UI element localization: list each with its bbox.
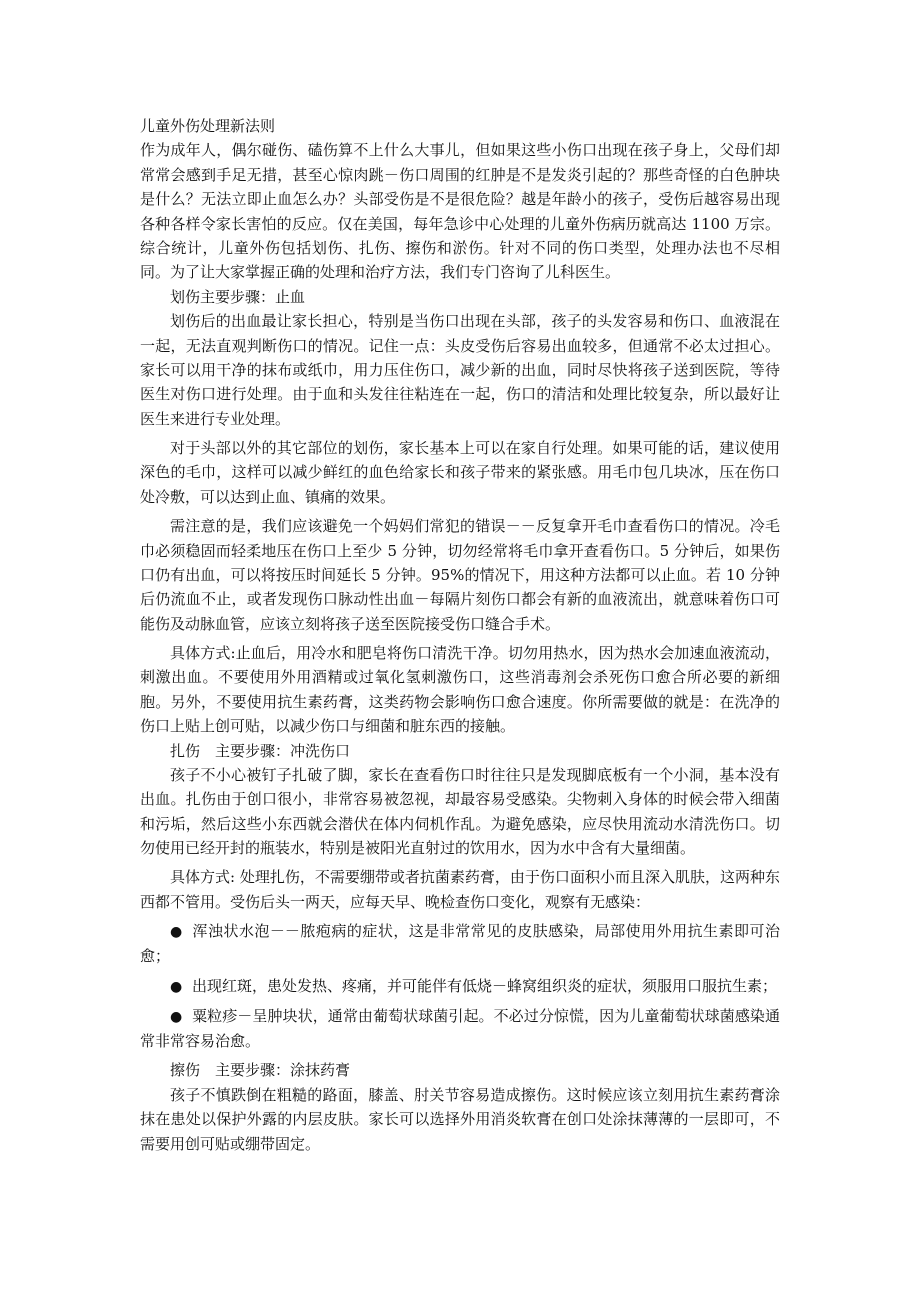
section-heading-cut: 划伤主要步骤：止血 <box>170 287 306 306</box>
cut-paragraph: 具体方式:止血后，用冷水和肥皂将伤口清洗干净。切勿用热水，因为热水会加速血液流动，刺激出血。不要使用外用酒精或过氧化氢刺激伤口，这些消毒剂会杀死伤口愈合所必要的新细胞。另外，不要使用抗生素药膏，这类药物会影响伤口愈合速度。你所需要做的就是：在洗净的伤口上贴上创可贴，以减少伤口与细菌和脏东西的接触。 <box>140 643 780 736</box>
abrasion-paragraph: 孩子不慎跌倒在粗糙的路面，膝盖、肘关节容易造成擦伤。这时候应该立刻用抗生素药膏涂抹在患处以保护外露的内层皮肤。家长可以选择外用消炎软膏在创口处涂抹薄薄的一层即可，不需要用创可贴或绷带固定。 <box>140 1085 780 1153</box>
cut-paragraph: 划伤后的出血最让家长担心，特别是当伤口出现在头部，孩子的头发容易和伤口、血液混在一起，无法直观判断伤口的情况。记住一点：头皮受伤后容易出血较多，但通常不必太过担心。家长可以用干净的抹布或纸巾，用力压住伤口，减少新的出血，同时尽快将孩子送到医院，等待医生对伤口进行处理。由于血和头发往往粘连在一起，伤口的清洁和处理比较复杂，所以最好让医生来进行专业处理。 <box>140 312 780 428</box>
bullet-item <box>140 1004 780 1054</box>
puncture-paragraph: 孩子不小心被钉子扎破了脚，家长在查看伤口时往往只是发现脚底板有一个小洞，基本没有出血。扎伤由于创口很小，非常容易被忽视，却最容易受感染。尖物刺入身体的时候会带入细菌和污垢，然后这些小东西就会潜伏在体内伺机作乱。为避免感染，应尽快用流动水清洗伤口。切勿使用已经开封的瓶装水，特别是被阳光直射过的饮用水，因为水中含有大量细菌。 <box>140 765 780 858</box>
bullet-icon: ● <box>170 1008 183 1025</box>
intro-paragraph: 作为成年人，偶尔碰伤、磕伤算不上什么大事儿，但如果这些小伤口出现在孩子身上，父母们却常常会感到手足无措，甚至心惊肉跳－伤口周围的红肿是不是发炎引起的？那些奇怪的白色肿块是什么？无法立即止血怎么办？头部受伤是不是很危险？越是年龄小的孩子，受伤后越容易出现各种各样令家长害怕的反应。仅在美国，每年急诊中心处理的儿童外伤病历就高达 1100 万宗。综合统计，儿童外伤包括划伤、扎伤、擦伤和淤伤。针对不同的伤口类型，处理办法也不尽相同。为了让大家掌握正确的处理和治疗方法，我们专门咨询了儿科医生。 <box>140 141 780 282</box>
cut-paragraph: 对于头部以外的其它部位的划伤，家长基本上可以在家自行处理。如果可能的话，建议使用深色的毛巾，这样可以减少鲜红的血色给家长和孩子带来的紧张感。用毛巾包几块冰，压在伤口处冷敷，可以达到止血、镇痛的效果。 <box>140 439 780 506</box>
section-heading-puncture: 扎伤 主要步骤：冲洗伤口 <box>170 741 351 760</box>
bullet-text: 粟粒疹－呈肿块状，通常由葡萄状球菌引起。不必过分惊慌，因为儿童葡萄状球菌感染通常非常容易治愈。 <box>140 1006 780 1051</box>
bullet-icon: ● <box>170 923 183 940</box>
document-title: 儿童外伤处理新法则 <box>140 117 276 135</box>
bullet-text: 浑浊状水泡－－脓疱病的症状，这是非常常见的皮肤感染，局部使用外用抗生素即可治愈； <box>140 921 780 966</box>
document-body <box>140 114 780 1161</box>
bullet-item <box>140 974 780 999</box>
puncture-paragraph: 具体方式: 处理扎伤，不需要绷带或者抗菌素药膏，由于伤口面积小而且深入肌肤，这两种东西都不管用。受伤后头一两天，应每天早、晚检查伤口变化，观察有无感染： <box>140 868 780 911</box>
bullet-text: 出现红斑，患处发热、疼痛，并可能伴有低烧－蜂窝组织炎的症状，须服用口服抗生素； <box>192 976 778 995</box>
bullet-item <box>140 919 780 969</box>
cut-paragraph: 需注意的是，我们应该避免一个妈妈们常犯的错误－－反复拿开毛巾查看伤口的情况。冷毛巾必须稳固而轻柔地压在伤口上至少 5 分钟，切勿经常将毛巾拿开查看伤口。5 分钟后，如果伤口仍有出血，可以将按压时间延长 5 分钟。95%的情况下，用这种方法都可以止血。若 10 分钟后仍流血不止，或者发现伤口脉动性出血－每隔片刻伤口都会有新的血液流出，就意味着伤口可能伤及动脉血管，应该立刻将孩子送至医院接受伤口缝合手术。 <box>140 517 780 633</box>
section-heading-abrasion: 擦伤 主要步骤：涂抹药膏 <box>170 1061 351 1080</box>
bullet-icon: ● <box>170 978 183 995</box>
